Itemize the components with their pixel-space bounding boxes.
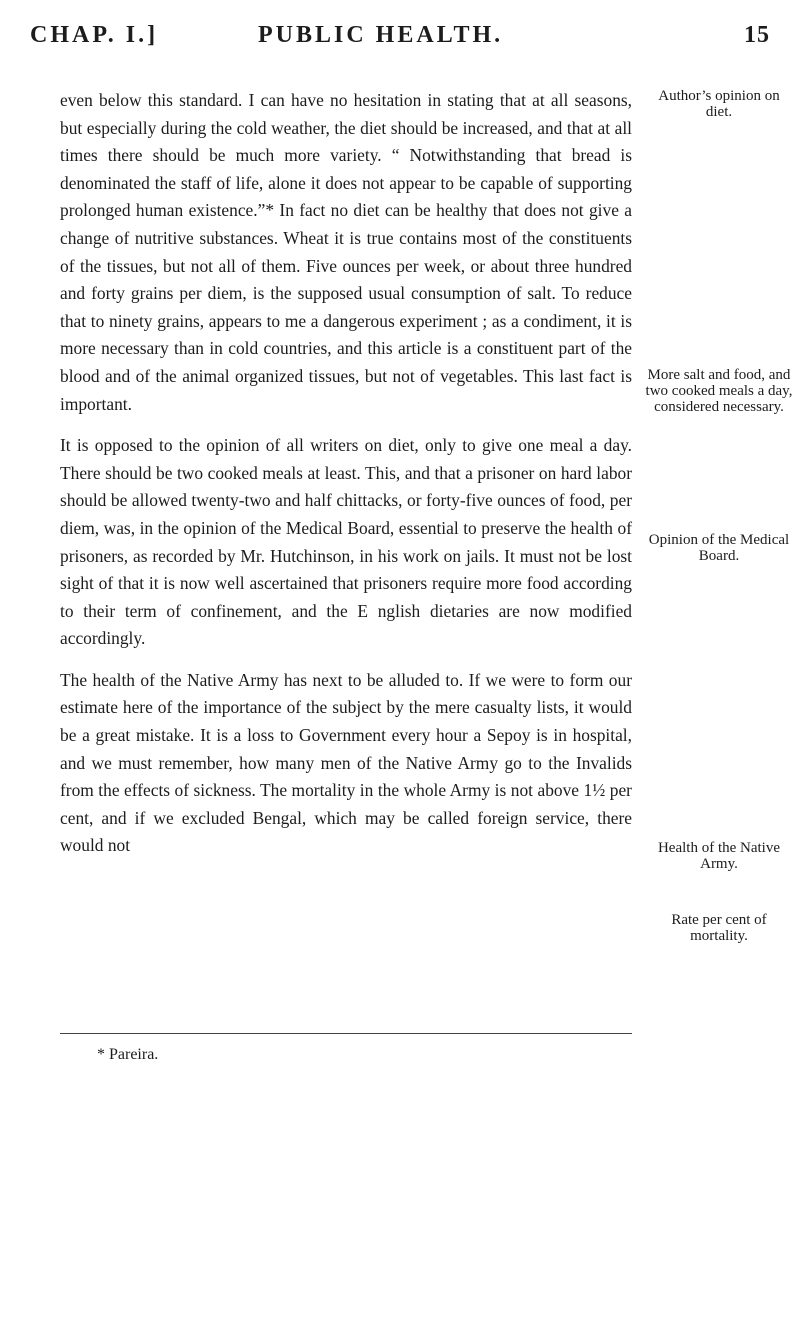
- paragraph-1: even below this standard. I can have no hesitation in stating that at all seasons, but especially during the cold weather, the diet should be increased, and that at all times there should be much more variety. “ Notwithstanding that bread is denominated the staff of life, alone it does not appear to be capable of supporting prolonged human existence.”* In fact no diet can be healthy that does not give a change of nutritive substances. Wheat it is true contains most of the constituents of the tissues, but not all of them. Five ounces per week, or about three hundred and forty grains per diem, is the supposed usual consumption of salt. To reduce that to ninety grains, appears to me a dangerous experiment ; as a condiment, it is more necessary than in cold countries, and this article is a constituent part of the blood and of the animal organized tissues, but not of vegetables. This last fact is important.: [60, 90, 632, 414]
- margin-note-medical-board: Opinion of the Medical Board.: [648, 532, 790, 564]
- margin-note-native-army: Health of the Native Army.: [657, 840, 781, 872]
- running-title: PUBLIC HEALTH.: [258, 22, 504, 48]
- running-header: [30, 22, 770, 62]
- paragraph-2: It is opposed to the opinion of all writers on diet, only to give one meal a day. There should be two cooked meals at least. This, and that a prisoner on hard labor should be allowed twenty-two and half chittacks, or forty-five ounces of food, per diem, was, in the opinion of the Medical Board, essential to preserve the health of prisoners, as recorded by Mr. Hutchinson, in his work on jails. It must not be lost sight of that it is now well ascertained that prisoners require more food according to their term of confinement, and the E nglish dietaries are now modified accordingly.: [60, 435, 632, 649]
- paragraph-3-text: The health of the Native Army has next to be alluded to. If we were to form our estimate here of the importance of the subject by the mere casualty lists, it would be a great mistake. It is a loss to Government every hour a Sepoy is in hospital, and we must remember, how many men of the Native Army go to the Invalids from the effects of sickness. The mortality in the whole Army is not above: [60, 669, 632, 801]
- footnote: * Pareira.: [97, 1046, 159, 1063]
- footnote-divider: [60, 1033, 632, 1034]
- margin-note-mortality-rate: Rate per cent of mortality.: [671, 912, 767, 944]
- paragraph-3-continuation: per cent, and if we excluded Bengal, which may be called foreign service, there would not: [60, 780, 632, 856]
- paragraph-3: [60, 667, 632, 860]
- margin-note-diet-opinion: Author’s opinion on diet.: [658, 88, 780, 120]
- page-number: 15: [744, 22, 770, 48]
- body-text: [60, 87, 632, 860]
- chapter-label: CHAP. I.]: [30, 22, 159, 48]
- margin-note-salt-food: More salt and food, and two cooked meals a day, considered necessary.: [645, 367, 793, 415]
- mortality-fraction: 1½: [583, 780, 606, 801]
